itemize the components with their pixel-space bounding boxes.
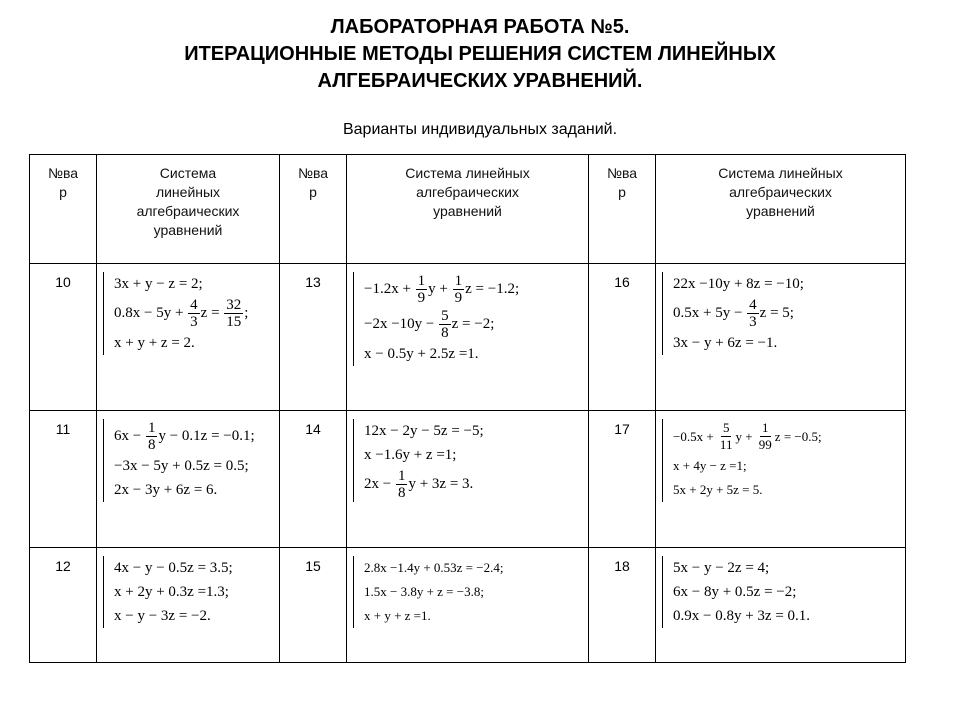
- equation-text: 0.9x − 0.8y + 3z = 0.1.: [673, 607, 811, 624]
- equation-text: x + y + z =1.: [364, 608, 431, 623]
- equation-system: [97, 264, 280, 411]
- equation: [673, 454, 822, 478]
- equation-text: x + 4y − z =1;: [673, 458, 747, 473]
- equation-text: 3x − y + 6z = −1.: [673, 334, 778, 351]
- header-num: №ва р: [589, 155, 656, 264]
- equation: [673, 580, 810, 604]
- equation-text: −3x − 5y + 0.5z = 0.5;: [114, 457, 249, 474]
- equation-text: 0.5x + 5y −: [673, 305, 747, 321]
- equation-text: −2x −10y −: [364, 316, 439, 332]
- header-system: Система линейных алгебраических уравнений: [656, 155, 906, 264]
- equation-text: x + y + z = 2.: [114, 334, 195, 351]
- header-num: №ва р: [280, 155, 347, 264]
- title-line-2: ИТЕРАЦИОННЫЕ МЕТОДЫ РЕШЕНИЯ СИСТЕМ ЛИНЕЙНЫХ: [184, 43, 776, 65]
- equation-text: x −1.6y + z =1;: [364, 446, 457, 463]
- variant-number: 18: [589, 548, 656, 663]
- equation: [673, 419, 822, 454]
- equation-text: 6x − 8y + 0.5z = −2;: [673, 583, 797, 600]
- equation-system: [347, 264, 589, 411]
- equation-text: y − 0.1z = −0.1;: [158, 428, 255, 444]
- denominator: 11: [719, 437, 733, 452]
- equation-text: z = −0.5;: [774, 428, 822, 444]
- equation: [114, 556, 233, 580]
- equation-system: [97, 548, 280, 663]
- denominator: 99: [758, 437, 772, 452]
- variants-table: [29, 154, 906, 663]
- fraction: [453, 273, 465, 306]
- equation: [114, 454, 255, 478]
- numerator: 1: [417, 273, 426, 289]
- system-brace: [662, 419, 822, 502]
- system-brace: [353, 419, 484, 502]
- equation-text: y +: [735, 428, 756, 444]
- numerator: 5: [722, 420, 730, 435]
- variant-number: 11: [30, 411, 97, 548]
- equation: [114, 296, 248, 331]
- equation-text: y + 3z = 3.: [408, 476, 474, 492]
- system-brace: [103, 556, 233, 628]
- equation: [114, 331, 248, 355]
- fraction: [146, 420, 158, 453]
- numerator: 4: [749, 297, 757, 313]
- equation-system: [656, 264, 906, 411]
- denominator: 8: [147, 437, 156, 453]
- equation-text: z = −1.2;: [465, 281, 520, 297]
- equation-text: z =: [200, 305, 224, 321]
- equation: [364, 580, 503, 604]
- page-title: [0, 14, 960, 95]
- equation: [364, 467, 484, 502]
- fraction: [188, 297, 200, 330]
- equation-text: 1.5x − 3.8y + z = −3.8;: [364, 584, 484, 599]
- equation-text: 0.8x − 5y +: [114, 305, 188, 321]
- equation-text: 5x + 2y + 5z = 5.: [673, 482, 763, 497]
- equation: [114, 272, 248, 296]
- numerator: 1: [762, 420, 769, 435]
- equation-text: 4x − y − 0.5z = 3.5;: [114, 559, 233, 576]
- equation-text: z = −2;: [451, 316, 495, 332]
- system-brace: [662, 272, 804, 355]
- equation: [673, 331, 804, 355]
- equation: [673, 296, 804, 331]
- numerator: 5: [441, 308, 449, 324]
- equation-text: 22x −10y + 8z = −10;: [673, 275, 804, 292]
- denominator: 8: [397, 485, 406, 501]
- equation: [364, 443, 484, 467]
- equation: [114, 478, 255, 502]
- subtitle: Варианты индивидуальных заданий.: [342, 121, 618, 138]
- header-system: Система линейных алгебраических уравнений: [97, 155, 280, 264]
- title-line-1: ЛАБОРАТОРНАЯ РАБОТА №5.: [330, 16, 630, 38]
- system-brace: [353, 556, 503, 628]
- table-row: [30, 411, 906, 548]
- fraction: [747, 297, 759, 330]
- equation-text: 3x + y − z = 2;: [114, 275, 203, 292]
- numerator: 32: [226, 297, 242, 313]
- fraction: [718, 420, 735, 453]
- table-row: [30, 264, 906, 411]
- numerator: 4: [190, 297, 198, 313]
- variant-number: 17: [589, 411, 656, 548]
- equation-system: [656, 548, 906, 663]
- fraction: [439, 308, 451, 341]
- equation: [364, 272, 519, 307]
- equation: [673, 272, 804, 296]
- equation-text: −0.5x +: [673, 428, 717, 444]
- equation-text: z = 5;: [759, 305, 794, 321]
- equation-text: 6x −: [114, 428, 145, 444]
- system-brace: [353, 272, 519, 366]
- variant-number: 10: [30, 264, 97, 411]
- equation: [364, 342, 519, 366]
- equation: [114, 580, 233, 604]
- denominator: 9: [417, 290, 426, 306]
- equation-text: 2.8x −1.4y + 0.53z = −2.4;: [364, 560, 504, 575]
- equation: [673, 478, 822, 502]
- header-num: №ва р: [30, 155, 97, 264]
- equation-text: x − 0.5y + 2.5z =1.: [364, 345, 479, 362]
- variant-number: 12: [30, 548, 97, 663]
- equation-system: [656, 411, 906, 548]
- system-brace: [103, 272, 248, 355]
- variant-number: 13: [280, 264, 347, 411]
- fraction: [396, 468, 408, 501]
- variant-number: 15: [280, 548, 347, 663]
- title-line-3: АЛГЕБРАИЧЕСКИХ УРАВНЕНИЙ.: [317, 70, 643, 92]
- equation-text: 2x −: [364, 476, 395, 492]
- variant-number: 16: [589, 264, 656, 411]
- equation-text: x + 2y + 0.3z =1.3;: [114, 583, 229, 600]
- numerator: 1: [454, 273, 463, 289]
- denominator: 8: [441, 325, 449, 341]
- system-brace: [103, 419, 255, 502]
- header-system: Система линейных алгебраических уравнений: [347, 155, 589, 264]
- fraction: [416, 273, 428, 306]
- fraction: [224, 297, 243, 330]
- equation-text: 12x − 2y − 5z = −5;: [364, 422, 484, 439]
- equation-text: 2x − 3y + 6z = 6.: [114, 481, 218, 498]
- equation-system: [347, 411, 589, 548]
- fraction: [757, 420, 774, 453]
- equation-text: −1.2x +: [364, 281, 415, 297]
- equation: [364, 419, 484, 443]
- denominator: 3: [749, 314, 757, 330]
- numerator: 1: [397, 468, 406, 484]
- equation-text: y +: [428, 281, 452, 297]
- denominator: 3: [190, 314, 198, 330]
- equation-system: [347, 548, 589, 663]
- equation-system: [97, 411, 280, 548]
- header-row: [30, 155, 906, 264]
- denominator: 15: [226, 314, 242, 330]
- denominator: 9: [454, 290, 463, 306]
- equation-text: x − y − 3z = −2.: [114, 607, 211, 624]
- equation: [673, 604, 810, 628]
- equation-text: 5x − y − 2z = 4;: [673, 559, 770, 576]
- system-brace: [662, 556, 810, 628]
- equation: [364, 556, 503, 580]
- variant-number: 14: [280, 411, 347, 548]
- numerator: 1: [147, 420, 156, 436]
- equation: [364, 307, 519, 342]
- equation: [673, 556, 810, 580]
- equation-text: ;: [244, 305, 249, 321]
- equation: [114, 419, 255, 454]
- equation: [364, 604, 503, 628]
- table-row: [30, 548, 906, 663]
- equation: [114, 604, 233, 628]
